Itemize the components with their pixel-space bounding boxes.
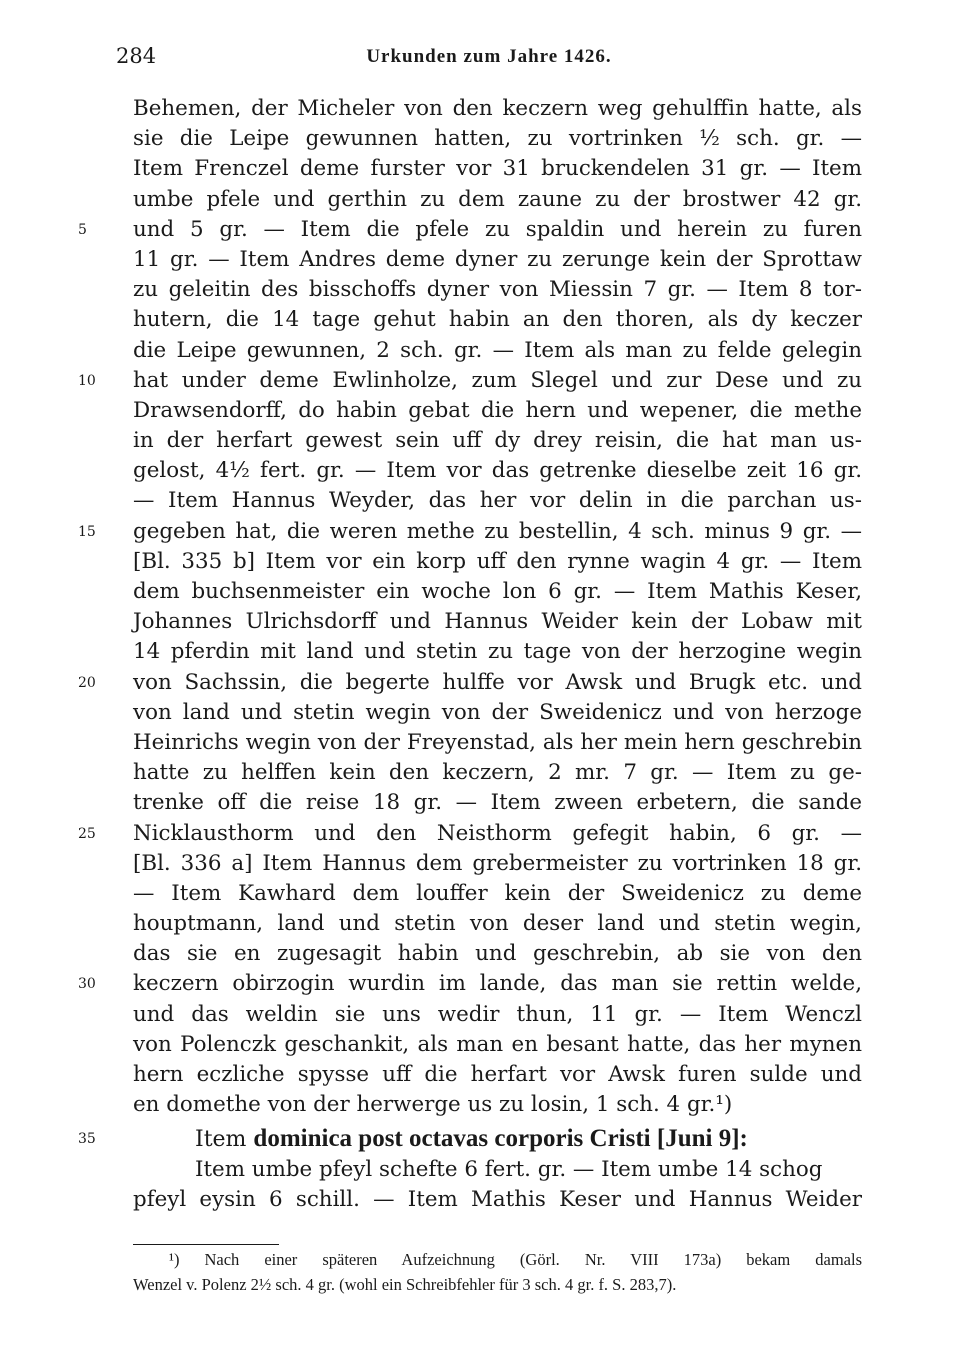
line-text: gelost, 4½ fert. gr. — Item vor das getrenke dieselbe zeit 16 gr.	[133, 458, 862, 484]
line-text: — Item Kawhard dem louffer kein der Sweidenicz zu deme	[133, 880, 862, 906]
text-line	[133, 879, 862, 909]
text-line	[133, 1060, 862, 1090]
page-number: 284	[116, 44, 157, 68]
line-number: 5	[78, 221, 87, 238]
line-text: pfeyl eysin 6 schill. — Item Mathis Keser und Hannus Weider	[133, 1186, 862, 1212]
running-title: Urkunden zum Jahre 1426.	[366, 46, 612, 67]
text-line	[133, 456, 862, 486]
line-text: zu geleitin des bisschoffs dyner von Miessin 7 gr. — Item 8 tor-	[133, 277, 862, 303]
text-line	[133, 1185, 862, 1215]
line-text: dem buchsenmeister ein woche lon 6 gr. — Item Mathis Keser,	[133, 579, 862, 604]
line-text: Item Frenczel deme furster vor 31 bruckendelen 31 gr. — Item	[133, 156, 862, 182]
line-number: 30	[78, 976, 96, 993]
heading-bold: dominica post octavas corporis Cristi [Juni 9]:	[253, 1125, 748, 1153]
text-line	[133, 486, 862, 516]
text-line	[133, 124, 862, 154]
line-text: hat under deme Ewlinholze, zum Slegel und zur Dese und zu	[133, 367, 862, 393]
line-text: [Bl. 335 b] Item vor ein korp uff den rynne wagin 4 gr. — Item	[133, 548, 862, 574]
text-line	[133, 939, 862, 969]
text-line	[133, 396, 862, 426]
section-heading	[78, 1124, 862, 1154]
line-text: houptmann, land und stetin von deser land und stetin wegin,	[133, 911, 862, 937]
line-number: 35	[78, 1131, 96, 1148]
line-number: 20	[78, 674, 96, 691]
line-text: Item umbe pfeyl schefte 6 fert. gr. — Item umbe 14 schog	[195, 1156, 823, 1182]
line-text: in der herfart gewest sein uff dy drey reisin, die hat man us-	[133, 428, 862, 454]
line-text: Heinrichs wegin von der Freyenstad, als her mein hern geschrebin	[133, 729, 862, 755]
line-text: hern eczliche spysse uff die herfart vor Awsk furen sulde und	[133, 1062, 862, 1087]
text-line	[133, 1030, 862, 1060]
line-text: von land und stetin wegin von der Sweidenicz und von herzoge	[133, 699, 862, 725]
line-text: 14 pferdin mit land und stetin zu tage von der herzogine wegin	[133, 639, 862, 665]
line-text: — Item Hannus Weyder, das her vor delin in die parchan us-	[133, 488, 862, 514]
line-text: gegeben hat, die weren methe zu bestellin, 4 sch. minus 9 gr. —	[133, 518, 862, 544]
line-text: [Bl. 336 a] Item Hannus dem grebermeister zu vortrinken 18 gr.	[133, 850, 862, 876]
line-text: sie die Leipe gewunnen hatten, zu vortrinken ½ sch. gr. —	[133, 126, 862, 152]
text-line	[133, 1155, 862, 1185]
text-line	[133, 758, 862, 788]
line-text: umbe pfele und gerthin zu dem zaune zu der brostwer 42 gr.	[133, 186, 862, 212]
text-line	[133, 94, 862, 124]
text-line	[133, 909, 862, 939]
text-line	[133, 1000, 862, 1030]
text-line	[133, 577, 862, 607]
line-number: 15	[78, 523, 96, 540]
line-number: 25	[78, 825, 96, 842]
body-text	[78, 94, 862, 1215]
footnote-line: ¹) Nach einer späteren Aufzeichnung (Görl. Nr. VIII 173a) bekam damals	[169, 1250, 862, 1269]
line-text: von Sachssin, die begerte hulffe vor Awsk und Brugk etc. und	[133, 669, 862, 695]
line-text: keczern obirzogin wurdin im lande, das man sie rettin welde,	[133, 971, 862, 997]
text-line	[78, 668, 862, 698]
footnotes	[133, 1247, 862, 1297]
text-line	[133, 185, 862, 215]
text-line	[78, 366, 862, 396]
line-text: die Leipe gewunnen, 2 sch. gr. — Item als man zu felde gelegin	[133, 337, 862, 363]
line-text: Behemen, der Micheler von den keczern weg gehulffin hatte, als	[133, 96, 862, 121]
text-line	[133, 1090, 862, 1120]
line-text: trenke off die reise 18 gr. — Item zween erbetern, die sande	[133, 790, 862, 816]
text-line	[133, 547, 862, 577]
text-line	[133, 336, 862, 366]
text-line	[133, 607, 862, 637]
line-text: en domethe von der herwerge us zu losin, 1 sch. 4 gr.¹)	[133, 1092, 733, 1118]
text-line	[78, 517, 862, 547]
text-line	[133, 728, 862, 758]
text-line	[133, 426, 862, 456]
text-line	[133, 637, 862, 667]
text-line	[133, 245, 862, 275]
text-line	[78, 215, 862, 245]
text-line	[133, 275, 862, 305]
line-text: von Polenczk geschankit, als man en besant hatte, das her mynen	[133, 1031, 862, 1057]
line-text: Drawsendorff, do habin gebat die hern und wepener, die methe	[133, 397, 862, 423]
line-text: 11 gr. — Item Andres deme dyner zu zerunge kein der Sprottaw	[133, 246, 862, 272]
line-text: und das weldin sie uns wedir thun, 11 gr. — Item Wenczl	[133, 1001, 862, 1027]
line-text: und 5 gr. — Item die pfele zu spaldin und herein zu furen	[133, 216, 862, 242]
line-text: das sie en zugesagit habin und geschrebin, ab sie von den	[133, 941, 862, 967]
text-line	[133, 698, 862, 728]
line-text: Nicklausthorm und den Neisthorm gefegit habin, 6 gr. —	[133, 820, 862, 846]
heading-lead: Item	[195, 1127, 247, 1153]
line-text: hutern, die 14 tage gehut habin an den thoren, als dy keczer	[133, 307, 862, 333]
text-line	[133, 305, 862, 335]
text-line	[133, 154, 862, 184]
line-text: hatte zu helffen kein den keczern, 2 mr. 7 gr. — Item zu ge-	[133, 760, 862, 786]
text-line	[133, 849, 862, 879]
footnote-line: Wenzel v. Polenz 2½ sch. 4 gr. (wohl ein Schreibfehler für 3 sch. 4 gr. f. S. 283,7).	[133, 1275, 677, 1294]
text-line	[78, 969, 862, 999]
footnote-rule	[133, 1244, 279, 1245]
text-line	[133, 788, 862, 818]
line-text: Johannes Ulrichsdorff und Hannus Weider kein der Lobaw mit	[133, 609, 862, 635]
text-line	[78, 819, 862, 849]
page-header	[116, 44, 862, 74]
line-number: 10	[78, 372, 96, 389]
